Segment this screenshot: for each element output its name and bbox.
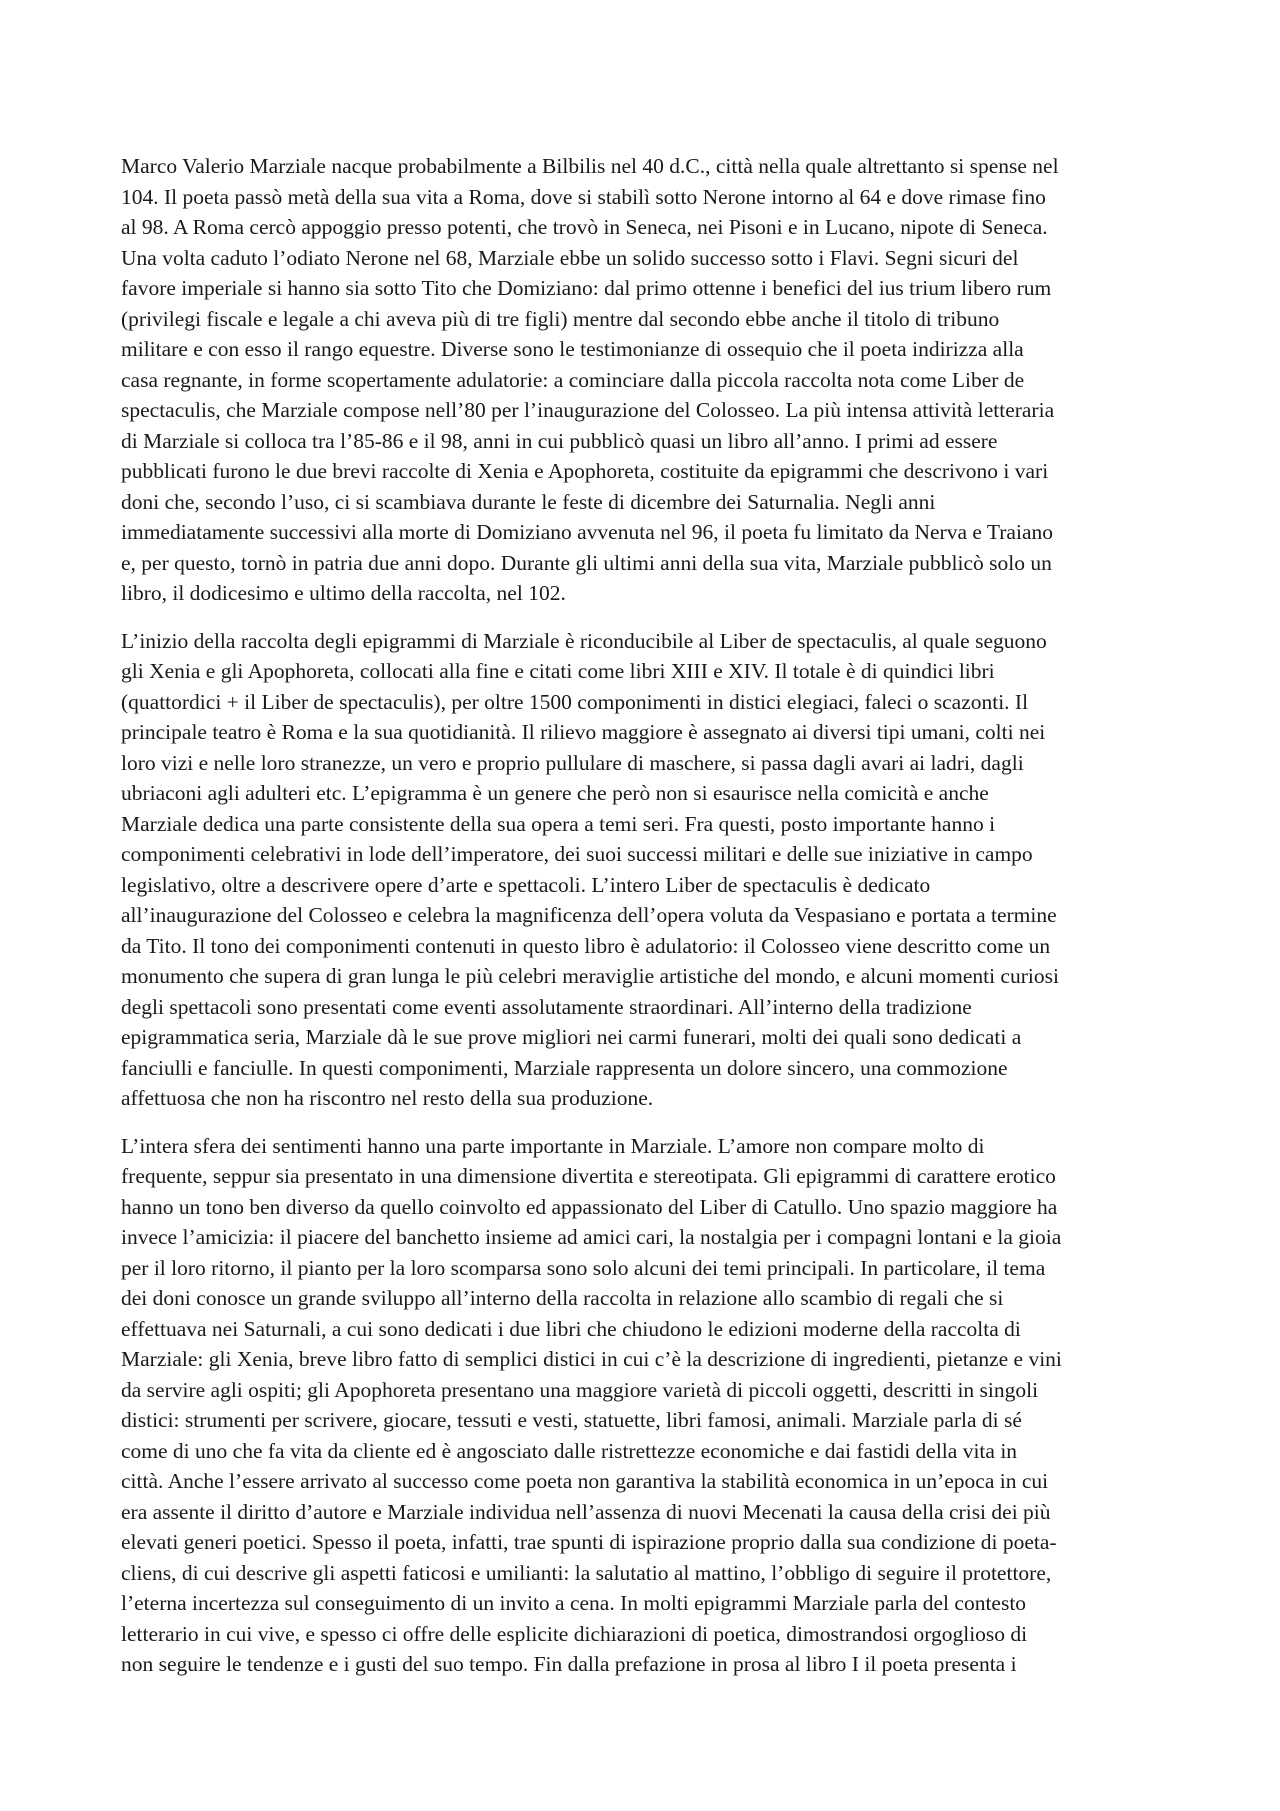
text-line: fanciulli e fanciulle. In questi componimenti, Marziale rappresenta un dolore sincero, una commozione bbox=[121, 1055, 1008, 1080]
text-line: dei doni conosce un grande sviluppo all’interno della raccolta in relazione allo scambio di regali che si bbox=[121, 1286, 1004, 1310]
text-line: loro vizi e nelle loro stranezze, un vero e proprio pullulare di maschere, si passa dagli avari ai ladri, dagli bbox=[121, 750, 1024, 775]
text-line: era assente il diritto d’autore e Marziale individua nell’assenza di nuovi Mecenati la causa della crisi dei più bbox=[121, 1499, 1051, 1524]
text-line: doni che, secondo l’uso, ci si scambiava durante le feste di dicembre dei Saturnalia. Negli anni bbox=[121, 489, 936, 514]
text-line: e, per questo, tornò in patria due anni dopo. Durante gli ultimi anni della sua vita, Marziale pubblicò solo un bbox=[121, 550, 1052, 575]
paragraph-3 bbox=[121, 1131, 1161, 1680]
text-line: monumento che supera di gran lunga le più celebri meraviglie artistiche del mondo, e alcuni momenti curiosi bbox=[121, 964, 1059, 988]
text-line: casa regnante, in forme scopertamente adulatorie: a cominciare dalla piccola raccolta nota come Liber de bbox=[121, 367, 1025, 392]
text-line: componimenti celebrativi in lode dell’imperatore, dei suoi successi militari e delle sue iniziative in campo bbox=[121, 842, 1033, 866]
text-line: cliens, di cui descrive gli aspetti faticosi e umilianti: la salutatio al mattino, l’obbligo di seguire il protettore, bbox=[121, 1560, 1052, 1585]
text-line: favore imperiale si hanno sia sotto Tito che Domiziano: dal primo ottenne i benefici del ius trium libero rum bbox=[121, 276, 1052, 300]
text-line: pubblicati furono le due brevi raccolte di Xenia e Apophoreta, costituite da epigrammi che descrivono i vari bbox=[121, 459, 1049, 483]
text-line: di Marziale si colloca tra l’85-86 e il 98, anni in cui pubblicò quasi un libro all’anno. I primi ad essere bbox=[121, 428, 998, 453]
text-line: Marziale: gli Xenia, breve libro fatto di semplici distici in cui c’è la descrizione di ingredienti, pietanze e vini bbox=[121, 1347, 1062, 1371]
text-line: elevati generi poetici. Spesso il poeta, infatti, trae spunti di ispirazione proprio dalla sua condizione di poeta- bbox=[121, 1530, 1057, 1554]
text-line: invece l’amicizia: il piacere del banchetto insieme ad amici cari, la nostalgia per i compagni lontani e la gioia bbox=[121, 1225, 1062, 1249]
text-line: immediatamente successivi alla morte di Domiziano avvenuta nel 96, il poeta fu limitato da Nerva e Traiano bbox=[121, 520, 1053, 544]
text-line: Una volta caduto l’odiato Nerone nel 68, Marziale ebbe un solido successo sotto i Flavi. Segni sicuri del bbox=[121, 245, 1019, 270]
text-line: distici: strumenti per scrivere, giocare, tessuti e vesti, statuette, libri famosi, animali. Marziale parla di sé bbox=[121, 1408, 1022, 1432]
text-line: epigrammatica seria, Marziale dà le sue prove migliori nei carmi funerari, molti dei quali sono dedicati a bbox=[121, 1025, 1022, 1049]
text-line: (privilegi fiscale e legale a chi aveva più di tre figli) mentre dal secondo ebbe anche il titolo di tribuno bbox=[121, 306, 1000, 331]
text-line: Marco Valerio Marziale nacque probabilmente a Bilbilis nel 40 d.C., città nella quale altrettanto si spense nel bbox=[121, 154, 1059, 178]
text-line: affettuosa che non ha riscontro nel resto della sua produzione. bbox=[121, 1086, 654, 1110]
paragraph-2 bbox=[121, 626, 1161, 1114]
text-line: ubriaconi agli adulteri etc. L’epigramma è un genere che però non si esaurisce nella comicità e anche bbox=[121, 781, 989, 805]
text-line: principale teatro è Roma e la sua quotidianità. Il rilievo maggiore è assegnato ai diversi tipi umani, colti nei bbox=[121, 720, 1046, 744]
text-line: da Tito. Il tono dei componimenti contenuti in questo libro è adulatorio: il Colosseo viene descritto come un bbox=[121, 933, 1051, 958]
text-line: hanno un tono ben diverso da quello coinvolto ed appassionato del Liber di Catullo. Uno spazio maggiore ha bbox=[121, 1194, 1058, 1219]
text-line: non seguire le tendenze e i gusti del suo tempo. Fin dalla prefazione in prosa al libro I il poeta presenta i bbox=[121, 1652, 1017, 1676]
text-line: degli spettacoli sono presentati come eventi assolutamente straordinari. All’interno della tradizione bbox=[121, 994, 972, 1019]
text-line: per il loro ritorno, il pianto per la loro scomparsa sono solo alcuni dei temi principali. In particolare, il tema bbox=[121, 1255, 1046, 1280]
text-line: Marziale dedica una parte consistente della sua opera a temi seri. Fra questi, posto importante hanno i bbox=[121, 811, 996, 836]
text-line: L’inizio della raccolta degli epigrammi di Marziale è riconducibile al Liber de spectaculis, al quale seguono bbox=[121, 628, 1047, 653]
document-body bbox=[121, 151, 1161, 1697]
text-line: legislativo, oltre a descrivere opere d’arte e spettacoli. L’intero Liber de spectaculis è dedicato bbox=[121, 872, 931, 897]
text-line: all’inaugurazione del Colosseo e celebra la magnificenza dell’opera voluta da Vespasiano e portata a termine bbox=[121, 903, 1057, 927]
text-line: città. Anche l’essere arrivato al successo come poeta non garantiva la stabilità economica in un’epoca in cui bbox=[121, 1469, 1049, 1493]
text-line: al 98. A Roma cercò appoggio presso potenti, che trovò in Seneca, nei Pisoni e in Lucano, nipote di Seneca. bbox=[121, 215, 1048, 239]
text-line: letterario in cui vive, e spesso ci offre delle esplicite dichiarazioni di poetica, dimostrandosi orgoglioso di bbox=[121, 1621, 1028, 1646]
text-line: militare e con esso il rango equestre. Diverse sono le testimonianze di ossequio che il poeta indirizza alla bbox=[121, 337, 1024, 361]
text-line: da servire agli ospiti; gli Apophoreta presentano una maggiore varietà di piccoli oggetti, descritti in singoli bbox=[121, 1377, 1039, 1402]
paragraph-1 bbox=[121, 151, 1161, 609]
text-line: (quattordici + il Liber de spectaculis), per oltre 1500 componimenti in distici elegiaci, faleci o scazonti. Il bbox=[121, 689, 1029, 714]
text-line: l’eterna incertezza sul conseguimento di un invito a cena. In molti epigrammi Marziale parla del contesto bbox=[121, 1591, 1027, 1615]
text-line: gli Xenia e gli Apophoreta, collocati alla fine e citati come libri XIII e XIV. Il totale è di quindici libri bbox=[121, 659, 995, 683]
text-line: frequente, seppur sia presentato in una dimensione divertita e stereotipata. Gli epigrammi di carattere erotico bbox=[121, 1164, 1056, 1188]
text-line: come di uno che fa vita da cliente ed è angosciato dalle ristrettezze economiche e dai fastidi della vita in bbox=[121, 1438, 1018, 1463]
text-line: libro, il dodicesimo e ultimo della raccolta, nel 102. bbox=[121, 581, 566, 605]
text-line: effettuava nei Saturnali, a cui sono dedicati i due libri che chiudono le edizioni moderne della raccolta di bbox=[121, 1316, 1021, 1341]
text-line: L’intera sfera dei sentimenti hanno una parte importante in Marziale. L’amore non compare molto di bbox=[121, 1133, 985, 1158]
text-line: 104. Il poeta passò metà della sua vita a Roma, dove si stabilì sotto Nerone intorno al 64 e dove rimase fino bbox=[121, 184, 1046, 209]
text-line: spectaculis, che Marziale compose nell’80 per l’inaugurazione del Colosseo. La più intensa attività letteraria bbox=[121, 398, 1055, 422]
